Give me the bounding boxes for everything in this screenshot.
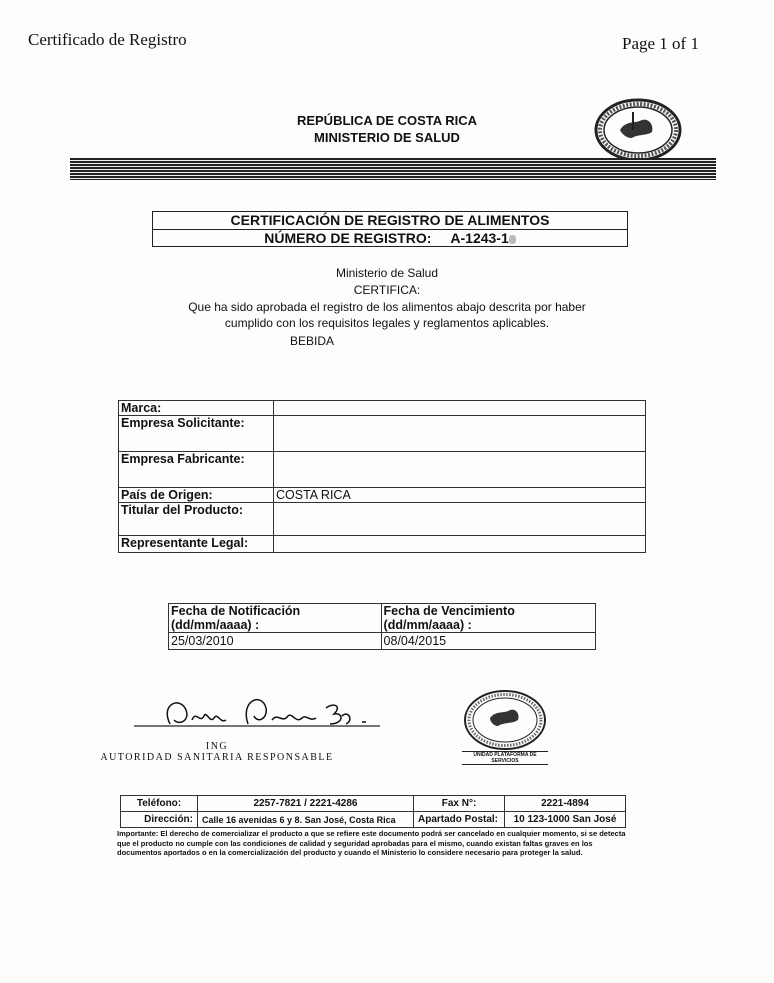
notification-date-label: Fecha de Notificación (dd/mm/aaaa) : — [169, 604, 382, 633]
table-row — [119, 536, 646, 553]
contact-table — [120, 795, 626, 828]
detail-label: País de Origen: — [119, 488, 274, 503]
detail-label: Titular del Producto: — [119, 503, 274, 536]
table-row — [121, 812, 626, 828]
ministry-heading: MINISTERIO DE SALUD — [314, 130, 460, 145]
detail-value — [274, 401, 646, 416]
expiry-date-value: 08/04/2015 — [381, 633, 595, 650]
detail-value — [274, 536, 646, 553]
registration-number-row — [153, 229, 627, 247]
official-stamp — [462, 688, 548, 768]
po-box-label: Apartado Postal: — [414, 812, 505, 828]
po-box-value: 10 123-1000 San José — [505, 812, 626, 828]
phone-label: Teléfono: — [121, 796, 198, 812]
page-header-title: Certificado de Registro — [28, 30, 187, 49]
phone-value: 2257-7821 / 2221-4286 — [198, 796, 414, 812]
page-number: Page 1 of 1 — [622, 34, 699, 53]
product-details-table — [118, 400, 646, 553]
registration-number-label: NÚMERO DE REGISTRO: — [264, 230, 432, 246]
fax-label: Fax N°: — [414, 796, 505, 812]
table-row — [119, 488, 646, 503]
certificate-title: CERTIFICACIÓN DE REGISTRO DE ALIMENTOS — [230, 212, 550, 228]
fax-value: 2221-4894 — [505, 796, 626, 812]
statement-line-2: cumplido con los requisitos legales y reglamentos aplicables. — [224, 316, 550, 330]
detail-label: Empresa Fabricante: — [119, 452, 274, 488]
issuer-line: Ministerio de Salud — [335, 266, 439, 280]
detail-label: Empresa Solicitante: — [119, 416, 274, 452]
detail-label: Representante Legal: — [119, 536, 274, 553]
statement-line-1: Que ha sido aprobada el registro de los alimentos abajo descrita por haber — [188, 300, 586, 314]
stamp-text: UNIDAD PLATAFORMA DE SERVICIOS — [462, 751, 548, 765]
expiry-date-label: Fecha de Vencimiento (dd/mm/aaaa) : — [381, 604, 595, 633]
handwritten-signature — [130, 690, 390, 736]
important-note: Importante: El derecho de comercializar el producto a que se refiere este documento podrá ser cancelado en cualquier momento, si se detecta que el producto no cumple con las condiciones de calidad y seguridad aprobadas para el mismo, cuando existan faltas graves en los documentos aportados o en la comercialización del producto y cuando el Ministerio lo considere necesario para proteger la salud. — [117, 829, 626, 857]
certificate-box — [152, 211, 628, 247]
address-label: Dirección: — [121, 812, 198, 828]
certifica-line: CERTIFICA: — [353, 283, 421, 297]
detail-value — [274, 503, 646, 536]
stamp-seal-icon — [462, 688, 548, 750]
table-row — [119, 401, 646, 416]
table-row — [121, 796, 626, 812]
table-row — [119, 416, 646, 452]
smudge-mark — [509, 235, 516, 244]
registration-number-value: A-1243-1 — [450, 230, 509, 246]
header-divider — [70, 158, 716, 180]
table-row — [169, 633, 596, 650]
dates-table — [168, 603, 596, 650]
detail-value — [274, 452, 646, 488]
detail-value — [274, 416, 646, 452]
ministry-seal-icon — [594, 98, 682, 162]
notification-date-value: 25/03/2010 — [169, 633, 382, 650]
table-row — [119, 452, 646, 488]
detail-value: COSTA RICA — [274, 488, 646, 503]
address-value: Calle 16 avenidas 6 y 8. San José, Costa Rica — [198, 812, 414, 828]
detail-label: Marca: — [119, 401, 274, 416]
product-type: BEBIDA — [290, 334, 335, 348]
table-row — [169, 604, 596, 633]
table-row — [119, 503, 646, 536]
country-heading: REPÚBLICA DE COSTA RICA — [296, 113, 478, 128]
signer-title: ING — [205, 741, 229, 752]
signer-role: AUTORIDAD SANITARIA RESPONSABLE — [100, 752, 334, 763]
